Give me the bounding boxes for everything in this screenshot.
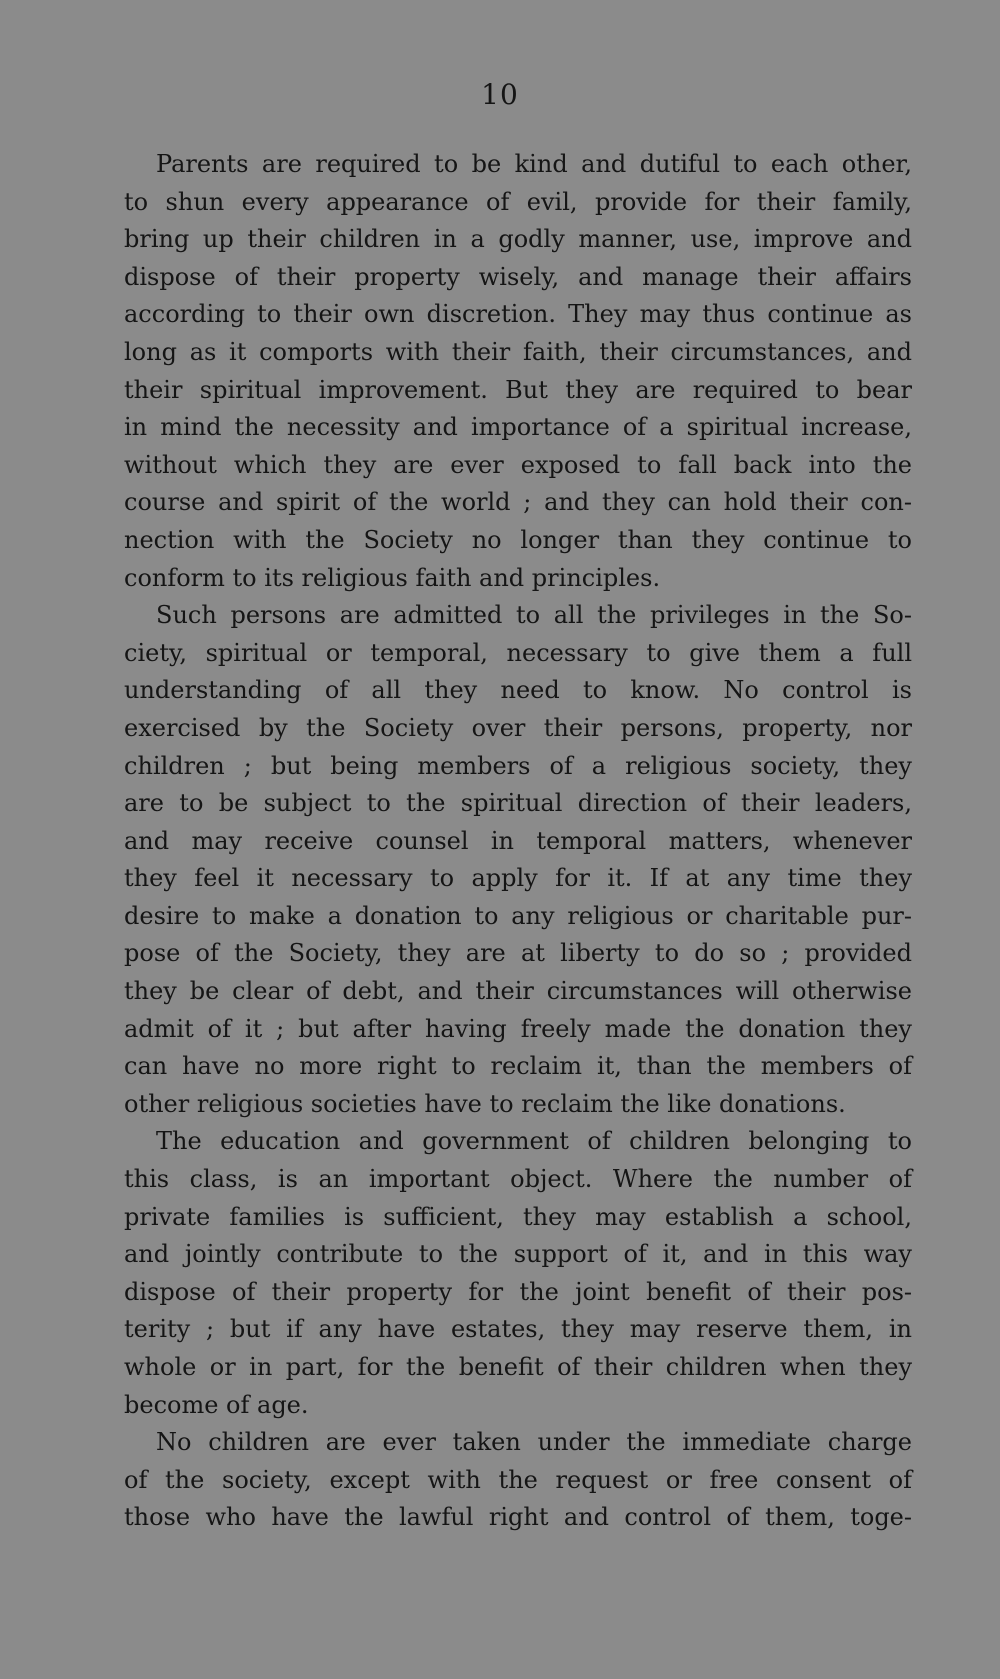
text-line: their spiritual improvement. But they are required to bear: [124, 375, 912, 404]
text-line: they be clear of debt, and their circumstances will otherwise: [124, 977, 912, 1006]
paragraph: [124, 597, 912, 1123]
text-line: course and spirit of the world ; and they can hold their con-: [124, 488, 912, 517]
text-line: No children are ever taken under the immediate charge: [156, 1428, 912, 1457]
paragraph: [124, 1424, 912, 1537]
text-line: bring up their children in a godly manner, use, improve and: [124, 225, 912, 254]
text-line: nection with the Society no longer than they continue to: [124, 525, 912, 554]
text-line: can have no more right to reclaim it, than the members of: [124, 1052, 912, 1081]
text-line: and may receive counsel in temporal matters, whenever: [124, 826, 912, 855]
text-line: long as it comports with their faith, their circumstances, and: [124, 337, 912, 366]
text-line: and jointly contribute to the support of it, and in this way: [124, 1240, 912, 1269]
text-line: conform to its religious faith and principles.: [124, 563, 661, 592]
text-line: pose of the Society, they are at liberty to do so ; provided: [124, 939, 912, 968]
text-line: they feel it necessary to apply for it. If at any time they: [124, 864, 912, 893]
text-line: exercised by the Society over their persons, property, nor: [124, 713, 912, 742]
text-line: become of age.: [124, 1390, 309, 1419]
text-line: are to be subject to the spiritual direction of their leaders,: [124, 789, 912, 818]
text-line: terity ; but if any have estates, they may reserve them, in: [124, 1315, 912, 1344]
text-line: The education and government of children belonging to: [156, 1127, 912, 1156]
text-line: Parents are required to be kind and dutiful to each other,: [156, 150, 912, 178]
text-line: private families is sufficient, they may establish a school,: [124, 1202, 912, 1231]
text-line: without which they are ever exposed to fall back into the: [124, 450, 912, 479]
text-line: Such persons are admitted to all the privileges in the So-: [156, 601, 912, 630]
text-line: this class, is an important object. Where the number of: [124, 1165, 912, 1194]
text-line: to shun every appearance of evil, provide for their family,: [124, 187, 912, 216]
text-line: understanding of all they need to know. No control is: [124, 676, 912, 705]
text-line: of the society, except with the request or free consent of: [124, 1465, 912, 1494]
text-line: ciety, spiritual or temporal, necessary to give them a full: [124, 638, 912, 667]
text-line: whole or in part, for the benefit of their children when they: [124, 1353, 912, 1381]
text-line: those who have the lawful right and control of them, toge-: [124, 1503, 912, 1532]
paragraph: [124, 1123, 912, 1424]
text-line: according to their own discretion. They may thus continue as: [124, 300, 912, 329]
page-number: 10: [481, 78, 519, 111]
text-line: children ; but being members of a religious society, they: [124, 751, 912, 780]
text-line: dispose of their property wisely, and manage their affairs: [124, 262, 912, 291]
paragraph: [124, 146, 912, 597]
text-line: dispose of their property for the joint benefit of their pos-: [124, 1277, 912, 1306]
text-line: in mind the necessity and importance of a spiritual increase,: [124, 413, 912, 442]
page-body: [124, 146, 912, 1537]
text-line: other religious societies have to reclaim the like donations.: [124, 1089, 846, 1118]
text-line: admit of it ; but after having freely made the donation they: [124, 1014, 912, 1043]
text-line: desire to make a donation to any religious or charitable pur-: [124, 901, 912, 930]
